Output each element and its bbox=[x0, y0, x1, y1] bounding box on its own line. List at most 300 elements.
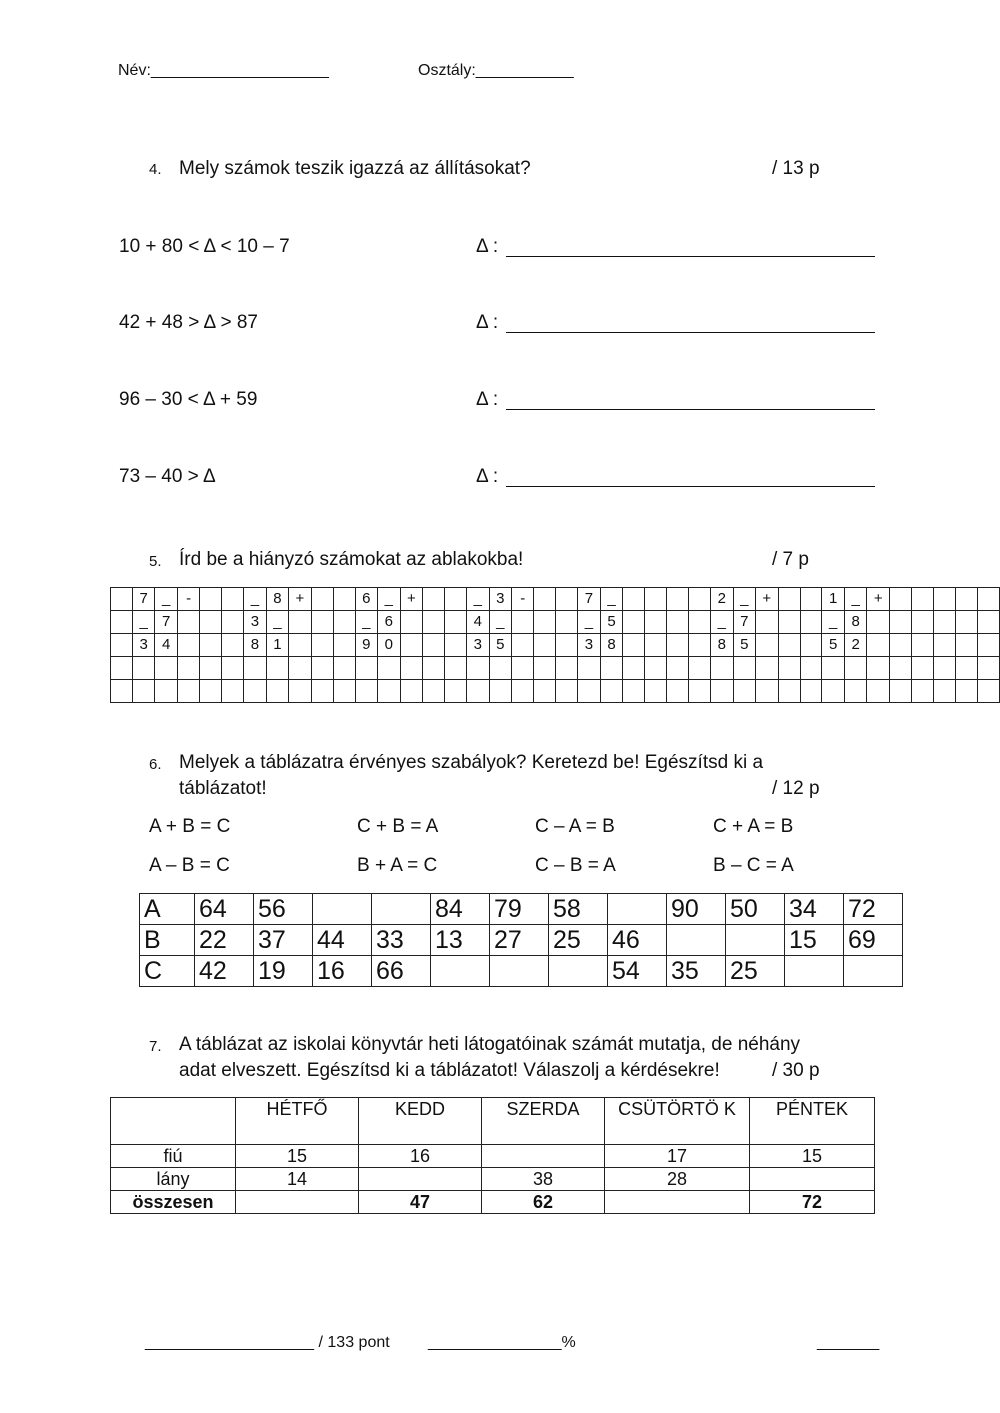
row-label: lány bbox=[111, 1168, 236, 1191]
number-windows-grid bbox=[110, 587, 1000, 703]
column-header: HÉTFŐ bbox=[236, 1098, 359, 1145]
abc-table-cell[interactable] bbox=[608, 894, 667, 925]
grid-cell[interactable] bbox=[578, 680, 601, 703]
grid-cell: 3 bbox=[467, 634, 490, 657]
grid-cell[interactable] bbox=[911, 634, 933, 657]
grid-cell[interactable] bbox=[289, 611, 312, 634]
grid-cell: _ bbox=[600, 588, 623, 611]
grid-cell[interactable] bbox=[311, 611, 333, 634]
grid-cell[interactable] bbox=[177, 611, 199, 634]
visitors-header-row bbox=[111, 1098, 875, 1145]
grid-cell[interactable] bbox=[534, 680, 556, 703]
grid-cell[interactable] bbox=[222, 634, 244, 657]
grid-cell[interactable] bbox=[489, 657, 512, 680]
grid-cell: _ bbox=[467, 588, 490, 611]
column-header bbox=[111, 1098, 236, 1145]
grid-cell[interactable] bbox=[445, 634, 467, 657]
grid-cell: 8 bbox=[244, 634, 267, 657]
grid-cell[interactable] bbox=[733, 680, 756, 703]
grid-cell[interactable] bbox=[222, 680, 244, 703]
grid-cell[interactable] bbox=[822, 657, 845, 680]
grid-cell: 5 bbox=[822, 634, 845, 657]
grid-cell: 2 bbox=[844, 634, 867, 657]
grid-cell[interactable] bbox=[467, 657, 490, 680]
grid-cell[interactable] bbox=[955, 657, 977, 680]
grid-cell: 7 bbox=[132, 588, 155, 611]
exercise-5-title: Írd be a hiányzó számokat az ablakokba! bbox=[179, 549, 524, 570]
visitors-cell: 16 bbox=[359, 1145, 482, 1168]
grid-row bbox=[111, 611, 1000, 634]
abc-table-cell: 56 bbox=[254, 894, 313, 925]
grid-cell[interactable] bbox=[445, 588, 467, 611]
grid-cell[interactable] bbox=[200, 657, 222, 680]
grid-cell[interactable] bbox=[689, 588, 711, 611]
grid-cell: _ bbox=[266, 611, 289, 634]
grid-cell[interactable] bbox=[289, 634, 312, 657]
grid-cell[interactable] bbox=[933, 680, 955, 703]
grid-cell[interactable] bbox=[778, 611, 800, 634]
grid-cell[interactable] bbox=[977, 657, 999, 680]
grid-cell[interactable] bbox=[200, 588, 222, 611]
abc-table-cell: 50 bbox=[726, 894, 785, 925]
inequality-4: 73 – 40 > Δ bbox=[119, 466, 216, 487]
abc-table-cell: 19 bbox=[254, 956, 313, 987]
grid-cell[interactable] bbox=[423, 634, 445, 657]
rule-option[interactable]: C + A = B bbox=[713, 816, 794, 837]
name-field-label[interactable]: Név:____________________ bbox=[118, 62, 329, 79]
grid-cell: _ bbox=[132, 611, 155, 634]
grid-cell[interactable] bbox=[977, 611, 999, 634]
exercise-6-title-line2: táblázatot! bbox=[179, 778, 267, 799]
grid-cell[interactable] bbox=[200, 680, 222, 703]
abc-table-cell[interactable] bbox=[490, 956, 549, 987]
grid-cell: 7 bbox=[155, 611, 178, 634]
abc-table-cell: 46 bbox=[608, 925, 667, 956]
grid-cell: 9 bbox=[355, 634, 378, 657]
grid-cell[interactable] bbox=[266, 657, 289, 680]
grid-cell[interactable] bbox=[911, 611, 933, 634]
grid-cell[interactable] bbox=[867, 680, 890, 703]
abc-table-cell[interactable] bbox=[844, 956, 903, 987]
grid-cell[interactable] bbox=[867, 657, 890, 680]
grid-cell[interactable] bbox=[423, 680, 445, 703]
abc-table-cell[interactable] bbox=[667, 925, 726, 956]
grid-cell: 3 bbox=[489, 588, 512, 611]
visitors-cell[interactable] bbox=[605, 1191, 750, 1214]
exercise-7-title-line2: adat elveszett. Egészítsd ki a táblázatot! Válaszolj a kérdésekre! bbox=[179, 1060, 720, 1081]
grid-cell[interactable] bbox=[311, 634, 333, 657]
grid-cell[interactable] bbox=[756, 657, 779, 680]
grid-cell: _ bbox=[822, 611, 845, 634]
grid-cell: 1 bbox=[822, 588, 845, 611]
grid-cell[interactable] bbox=[556, 611, 578, 634]
grid-cell[interactable] bbox=[623, 680, 645, 703]
grid-cell[interactable] bbox=[933, 657, 955, 680]
abc-table-cell: 37 bbox=[254, 925, 313, 956]
exercise-7-title-line1: A táblázat az iskolai könyvtár heti látogatóinak számát mutatja, de néhány bbox=[179, 1034, 801, 1055]
grid-row bbox=[111, 588, 1000, 611]
grid-cell[interactable] bbox=[512, 680, 534, 703]
column-header: KEDD bbox=[359, 1098, 482, 1145]
abc-table-cell: 84 bbox=[431, 894, 490, 925]
grid-cell[interactable] bbox=[222, 588, 244, 611]
grid-cell[interactable] bbox=[266, 680, 289, 703]
column-header: PÉNTEK bbox=[750, 1098, 875, 1145]
abc-table-cell: 34 bbox=[785, 894, 844, 925]
abc-table-cell: 64 bbox=[195, 894, 254, 925]
abc-table-cell: 58 bbox=[549, 894, 608, 925]
grid-cell[interactable] bbox=[177, 657, 199, 680]
abc-table-cell: 79 bbox=[490, 894, 549, 925]
grid-cell[interactable] bbox=[445, 657, 467, 680]
abc-table-cell[interactable] bbox=[785, 956, 844, 987]
grid-cell[interactable] bbox=[890, 634, 912, 657]
grid-cell[interactable] bbox=[867, 611, 890, 634]
abc-table-cell: 44 bbox=[313, 925, 372, 956]
grid-cell[interactable] bbox=[111, 588, 133, 611]
abc-table-cell: 69 bbox=[844, 925, 903, 956]
grid-cell[interactable] bbox=[689, 680, 711, 703]
grid-cell[interactable] bbox=[911, 657, 933, 680]
rule-option[interactable]: C – A = B bbox=[535, 816, 615, 837]
grid-cell[interactable] bbox=[778, 680, 800, 703]
grid-cell[interactable] bbox=[911, 680, 933, 703]
abc-table-cell: 54 bbox=[608, 956, 667, 987]
grid-cell[interactable] bbox=[667, 634, 689, 657]
abc-table-cell[interactable] bbox=[313, 894, 372, 925]
rule-option[interactable]: B + A = C bbox=[357, 855, 438, 876]
visitors-cell: 47 bbox=[359, 1191, 482, 1214]
grid-cell[interactable] bbox=[822, 680, 845, 703]
percent-field[interactable]: _______________% bbox=[428, 1334, 576, 1351]
grid-cell[interactable] bbox=[311, 588, 333, 611]
grid-cell: _ bbox=[578, 611, 601, 634]
grid-cell[interactable] bbox=[333, 611, 355, 634]
answer-line-2[interactable] bbox=[506, 332, 875, 333]
grid-cell[interactable] bbox=[778, 634, 800, 657]
grid-cell[interactable] bbox=[132, 680, 155, 703]
row-label: B bbox=[140, 925, 195, 956]
grid-cell: 5 bbox=[600, 611, 623, 634]
grid-cell[interactable] bbox=[111, 634, 133, 657]
grid-cell[interactable] bbox=[333, 657, 355, 680]
grid-cell[interactable] bbox=[977, 588, 999, 611]
exercise-5-points: / 7 p bbox=[772, 549, 809, 570]
grid-row bbox=[111, 680, 1000, 703]
answer-line-3[interactable] bbox=[506, 409, 875, 410]
grid-cell[interactable] bbox=[556, 634, 578, 657]
abc-table-cell[interactable] bbox=[431, 956, 490, 987]
row-label: A bbox=[140, 894, 195, 925]
total-score-field[interactable]: ___________________ / 133 pont bbox=[145, 1334, 390, 1351]
grid-cell[interactable] bbox=[645, 680, 667, 703]
abc-table-cell: 35 bbox=[667, 956, 726, 987]
visitors-row bbox=[111, 1145, 875, 1168]
grid-cell[interactable] bbox=[244, 680, 267, 703]
grid-cell[interactable] bbox=[756, 611, 779, 634]
grid-cell[interactable] bbox=[400, 657, 423, 680]
grid-cell[interactable] bbox=[800, 588, 822, 611]
grid-cell[interactable] bbox=[645, 588, 667, 611]
answer-line-1[interactable] bbox=[506, 256, 875, 257]
grid-cell: 3 bbox=[132, 634, 155, 657]
grid-cell[interactable] bbox=[512, 634, 534, 657]
grade-field[interactable]: _______ bbox=[817, 1334, 880, 1351]
grid-cell[interactable] bbox=[423, 611, 445, 634]
grid-cell[interactable] bbox=[400, 634, 423, 657]
grid-cell[interactable] bbox=[333, 588, 355, 611]
grid-cell[interactable] bbox=[911, 588, 933, 611]
rule-option[interactable]: B – C = A bbox=[713, 855, 794, 876]
grid-cell[interactable] bbox=[534, 611, 556, 634]
grid-cell: _ bbox=[733, 588, 756, 611]
grid-cell[interactable] bbox=[132, 657, 155, 680]
grid-cell[interactable] bbox=[711, 657, 734, 680]
visitors-cell: 62 bbox=[482, 1191, 605, 1214]
rule-option[interactable]: C – B = A bbox=[535, 855, 616, 876]
inequality-3: 96 – 30 < Δ + 59 bbox=[119, 389, 258, 410]
grid-cell[interactable] bbox=[111, 611, 133, 634]
grid-cell[interactable] bbox=[111, 680, 133, 703]
abc-table-cell: 25 bbox=[549, 925, 608, 956]
grid-cell: 8 bbox=[844, 611, 867, 634]
grid-cell[interactable] bbox=[534, 588, 556, 611]
grid-cell: _ bbox=[711, 611, 734, 634]
class-field-label[interactable]: Osztály:___________ bbox=[418, 62, 574, 79]
exercise-6-points: / 12 p bbox=[772, 778, 820, 799]
grid-cell: _ bbox=[489, 611, 512, 634]
grid-cell[interactable] bbox=[333, 634, 355, 657]
grid-cell: _ bbox=[155, 588, 178, 611]
grid-cell: 8 bbox=[711, 634, 734, 657]
grid-cell[interactable] bbox=[400, 680, 423, 703]
grid-cell[interactable] bbox=[800, 634, 822, 657]
visitors-cell[interactable] bbox=[482, 1145, 605, 1168]
grid-cell: 5 bbox=[733, 634, 756, 657]
visitors-cell: 14 bbox=[236, 1168, 359, 1191]
inequality-2: 42 + 48 > Δ > 87 bbox=[119, 312, 258, 333]
grid-cell[interactable] bbox=[933, 611, 955, 634]
exercise-4-title: Mely számok teszik igazzá az állításokat? bbox=[179, 158, 531, 179]
grid-cell: 4 bbox=[155, 634, 178, 657]
exercise-6-number: 6. bbox=[149, 756, 162, 773]
grid-cell: _ bbox=[244, 588, 267, 611]
grid-cell: 1 bbox=[266, 634, 289, 657]
grid-cell[interactable] bbox=[400, 611, 423, 634]
answer-label-4: Δ : bbox=[476, 466, 499, 487]
grid-cell[interactable] bbox=[667, 611, 689, 634]
grid-cell[interactable] bbox=[645, 634, 667, 657]
grid-cell: 8 bbox=[266, 588, 289, 611]
grid-cell[interactable] bbox=[756, 680, 779, 703]
grid-cell[interactable] bbox=[333, 680, 355, 703]
grid-cell[interactable] bbox=[977, 680, 999, 703]
grid-cell[interactable] bbox=[578, 657, 601, 680]
grid-cell[interactable] bbox=[289, 657, 312, 680]
grid-cell[interactable] bbox=[800, 657, 822, 680]
grid-cell[interactable] bbox=[467, 680, 490, 703]
grid-cell[interactable] bbox=[800, 680, 822, 703]
abc-table-row bbox=[140, 956, 903, 987]
abc-table-cell: 13 bbox=[431, 925, 490, 956]
abc-table-cell[interactable] bbox=[372, 894, 431, 925]
exercise-5-number: 5. bbox=[149, 553, 162, 570]
grid-cell[interactable] bbox=[778, 588, 800, 611]
rule-option[interactable]: A – B = C bbox=[149, 855, 230, 876]
grid-cell: _ bbox=[355, 611, 378, 634]
grid-cell[interactable] bbox=[955, 611, 977, 634]
rule-option[interactable]: C + B = A bbox=[357, 816, 439, 837]
grid-cell: + bbox=[756, 588, 779, 611]
grid-cell[interactable] bbox=[667, 588, 689, 611]
grid-cell: _ bbox=[844, 588, 867, 611]
grid-cell[interactable] bbox=[667, 680, 689, 703]
grid-cell[interactable] bbox=[645, 611, 667, 634]
grid-cell[interactable] bbox=[890, 611, 912, 634]
grid-cell[interactable] bbox=[623, 634, 645, 657]
grid-cell[interactable] bbox=[378, 680, 401, 703]
grid-cell[interactable] bbox=[733, 657, 756, 680]
grid-cell[interactable] bbox=[512, 611, 534, 634]
grid-cell: + bbox=[867, 588, 890, 611]
grid-cell[interactable] bbox=[689, 634, 711, 657]
grid-cell[interactable] bbox=[689, 657, 711, 680]
row-label: összesen bbox=[111, 1191, 236, 1214]
grid-cell[interactable] bbox=[222, 611, 244, 634]
grid-cell[interactable] bbox=[423, 657, 445, 680]
grid-cell[interactable] bbox=[600, 680, 623, 703]
grid-cell: 7 bbox=[733, 611, 756, 634]
grid-cell[interactable] bbox=[556, 588, 578, 611]
grid-cell[interactable] bbox=[890, 657, 912, 680]
grid-cell[interactable] bbox=[623, 588, 645, 611]
grid-cell[interactable] bbox=[844, 680, 867, 703]
abc-table-cell: 15 bbox=[785, 925, 844, 956]
grid-cell[interactable] bbox=[711, 680, 734, 703]
grid-cell[interactable] bbox=[756, 634, 779, 657]
grid-cell[interactable] bbox=[355, 680, 378, 703]
grid-cell: - bbox=[512, 588, 534, 611]
grid-cell[interactable] bbox=[155, 657, 178, 680]
abc-table-row bbox=[140, 925, 903, 956]
grid-cell[interactable] bbox=[778, 657, 800, 680]
grid-cell[interactable] bbox=[311, 680, 333, 703]
visitors-cell: 15 bbox=[236, 1145, 359, 1168]
grid-cell: 3 bbox=[578, 634, 601, 657]
grid-cell[interactable] bbox=[222, 657, 244, 680]
abc-table-cell: 42 bbox=[195, 956, 254, 987]
grid-cell[interactable] bbox=[955, 634, 977, 657]
abc-table-row bbox=[140, 894, 903, 925]
library-visitors-table bbox=[110, 1097, 875, 1214]
grid-cell[interactable] bbox=[933, 588, 955, 611]
grid-cell[interactable] bbox=[311, 657, 333, 680]
visitors-row bbox=[111, 1191, 875, 1214]
grid-cell: 6 bbox=[355, 588, 378, 611]
visitors-cell[interactable] bbox=[236, 1191, 359, 1214]
grid-cell[interactable] bbox=[623, 611, 645, 634]
grid-cell[interactable] bbox=[512, 657, 534, 680]
grid-cell[interactable] bbox=[534, 657, 556, 680]
visitors-cell[interactable] bbox=[359, 1168, 482, 1191]
grid-cell[interactable] bbox=[489, 680, 512, 703]
exercise-6-title-line1: Melyek a táblázatra érvényes szabályok? Keretezd be! Egészítsd ki a bbox=[179, 752, 764, 773]
grid-row bbox=[111, 657, 1000, 680]
grid-cell[interactable] bbox=[600, 657, 623, 680]
abc-table-cell: 72 bbox=[844, 894, 903, 925]
grid-cell: - bbox=[177, 588, 199, 611]
grid-cell[interactable] bbox=[977, 634, 999, 657]
grid-cell[interactable] bbox=[289, 680, 312, 703]
grid-cell[interactable] bbox=[689, 611, 711, 634]
abc-rule-table bbox=[139, 893, 903, 987]
visitors-row bbox=[111, 1168, 875, 1191]
grid-cell[interactable] bbox=[667, 657, 689, 680]
grid-cell[interactable] bbox=[155, 680, 178, 703]
grid-cell[interactable] bbox=[445, 611, 467, 634]
grid-cell[interactable] bbox=[955, 588, 977, 611]
abc-table-cell: 16 bbox=[313, 956, 372, 987]
grid-cell[interactable] bbox=[933, 634, 955, 657]
grid-cell[interactable] bbox=[556, 680, 578, 703]
grid-cell: 2 bbox=[711, 588, 734, 611]
grid-cell[interactable] bbox=[867, 634, 890, 657]
row-label: C bbox=[140, 956, 195, 987]
grid-cell[interactable] bbox=[645, 657, 667, 680]
grid-cell[interactable] bbox=[200, 634, 222, 657]
grid-cell[interactable] bbox=[111, 657, 133, 680]
grid-cell[interactable] bbox=[890, 588, 912, 611]
grid-cell[interactable] bbox=[200, 611, 222, 634]
grid-cell[interactable] bbox=[177, 634, 199, 657]
grid-cell[interactable] bbox=[423, 588, 445, 611]
grid-cell: 0 bbox=[378, 634, 401, 657]
grid-cell[interactable] bbox=[177, 680, 199, 703]
grid-cell: 5 bbox=[489, 634, 512, 657]
visitors-cell: 28 bbox=[605, 1168, 750, 1191]
grid-cell[interactable] bbox=[378, 657, 401, 680]
exercise-7-number: 7. bbox=[149, 1038, 162, 1055]
abc-table-cell[interactable] bbox=[549, 956, 608, 987]
grid-cell[interactable] bbox=[800, 611, 822, 634]
abc-table-cell: 25 bbox=[726, 956, 785, 987]
grid-cell[interactable] bbox=[244, 657, 267, 680]
rule-option[interactable]: A + B = C bbox=[149, 816, 231, 837]
answer-label-3: Δ : bbox=[476, 389, 499, 410]
grid-cell[interactable] bbox=[355, 657, 378, 680]
grid-cell: 6 bbox=[378, 611, 401, 634]
grid-cell[interactable] bbox=[556, 657, 578, 680]
grid-cell[interactable] bbox=[534, 634, 556, 657]
abc-table-cell[interactable] bbox=[726, 925, 785, 956]
grid-cell: 4 bbox=[467, 611, 490, 634]
answer-label-1: Δ : bbox=[476, 236, 499, 257]
grid-cell[interactable] bbox=[445, 680, 467, 703]
visitors-cell[interactable] bbox=[750, 1168, 875, 1191]
grid-cell[interactable] bbox=[890, 680, 912, 703]
column-header: SZERDA bbox=[482, 1098, 605, 1145]
exercise-7-points: / 30 p bbox=[772, 1060, 820, 1081]
exercise-4-number: 4. bbox=[149, 161, 162, 178]
grid-cell[interactable] bbox=[955, 680, 977, 703]
grid-row bbox=[111, 634, 1000, 657]
grid-cell: + bbox=[400, 588, 423, 611]
answer-line-4[interactable] bbox=[506, 486, 875, 487]
grid-cell[interactable] bbox=[623, 657, 645, 680]
grid-cell[interactable] bbox=[844, 657, 867, 680]
abc-table-cell: 66 bbox=[372, 956, 431, 987]
abc-table-cell: 27 bbox=[490, 925, 549, 956]
